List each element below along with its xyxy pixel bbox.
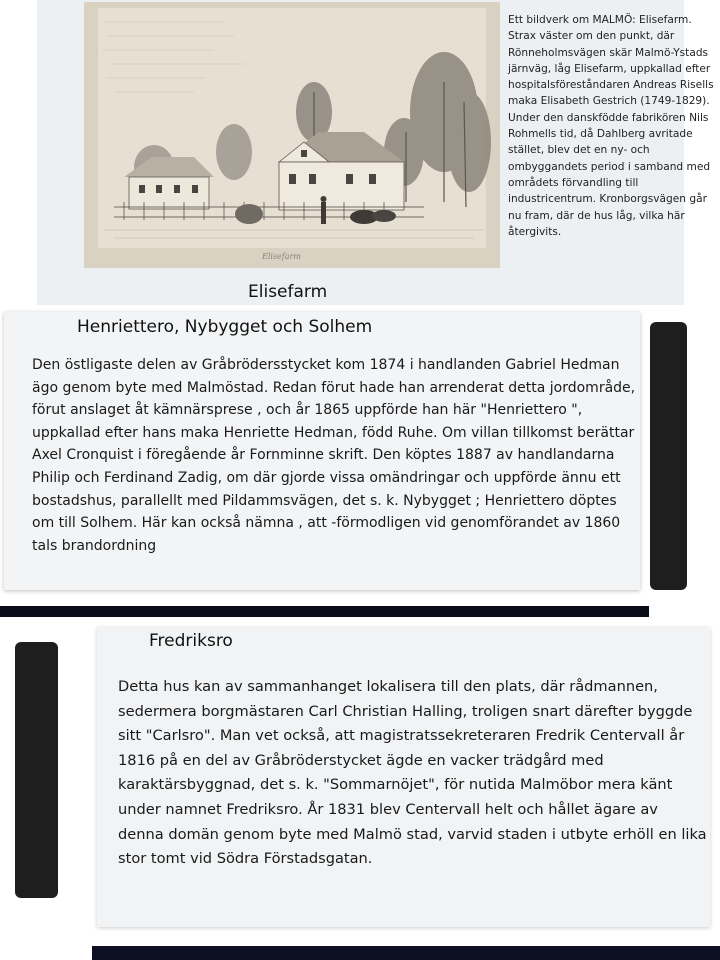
fredriksro-panel (97, 627, 710, 927)
henriettero-title: Henriettero, Nybygget och Solhem (77, 317, 373, 337)
fredriksro-title: Fredriksro (149, 631, 233, 651)
elisefarm-caption: Ett bildverk om MALMÖ: Elisefarm. Strax väster om den punkt, där Rönneholmsvägen skär Malmö-Ystads järnväg, låg Elisefarm, uppkallad efter hospitalsföreståndaren Andreas Risells maka Elisabeth Gestrich (1749-1829). Under den danskfödde fabrikören Nils Rohmells tid, då Dahlberg avritade stället, blev det en ny- och ombyggandets period i samband med områdets förvandling till industricentrum. Kronborgsvägen går nu fram, där de hus låg, vilka här återgivits. (508, 14, 714, 238)
left-decorative-bar (15, 642, 58, 898)
bottom-divider (92, 946, 720, 960)
elisefarm-panel (37, 0, 714, 305)
fredriksro-body: Detta hus kan av sammanhanget lokalisera till den plats, där rådmannen, sedermera borgmästaren Carl Christian Halling, troligen snart därefter byggde sitt "Carlsro". Man vet också, att magistratssekreteraren Fredrik Centervall år 1816 på en del av Gråbröderstycket ägde en vacker trädgård med karaktärsbyggnad, det s. k. "Sommarnöjet", för nutida Malmöbor mera känt under namnet Fredriksro. År 1831 blev Centervall helt och hållet ägare av denna domän genom byte med Malmö stad, varvid staden i utbyte erhöll en lika stor tomt vid Södra Förstadsgatan. (118, 678, 707, 868)
elisefarm-engraving-image (84, 2, 500, 268)
section-divider (0, 606, 649, 617)
image-signature: Elisefarm (262, 252, 301, 261)
henriettero-panel (4, 312, 640, 590)
henriettero-body: Den östligaste delen av Gråbrödersstycket kom 1874 i handlanden Gabriel Hedman ägo genom byte med Malmöstad. Redan förut hade han arrenderat detta jordområde, förut anslaget åt kämnärsprese , och år 1865 uppförde han här "Henriettero ", uppkallad efter hans maka Henriette Hedman, född Ruhe. Om villan tillkomst berättar Axel Cronquist i föregående år Fornminne skrift. Den köptes 1887 av handlandarna Philip och Ferdinand Zadig, om där gjorde vissa omändringar och uppförde ännu ett bostadshus, parallellt med Pildammsvägen, det s. k. Nybygget ; Henriettero döptes om till Solhem. Här kan också nämna , att -förmodligen vid genomförandet av 1860 tals brandordning (32, 357, 636, 554)
right-decorative-bar (650, 322, 687, 590)
elisefarm-title: Elisefarm (248, 282, 328, 302)
